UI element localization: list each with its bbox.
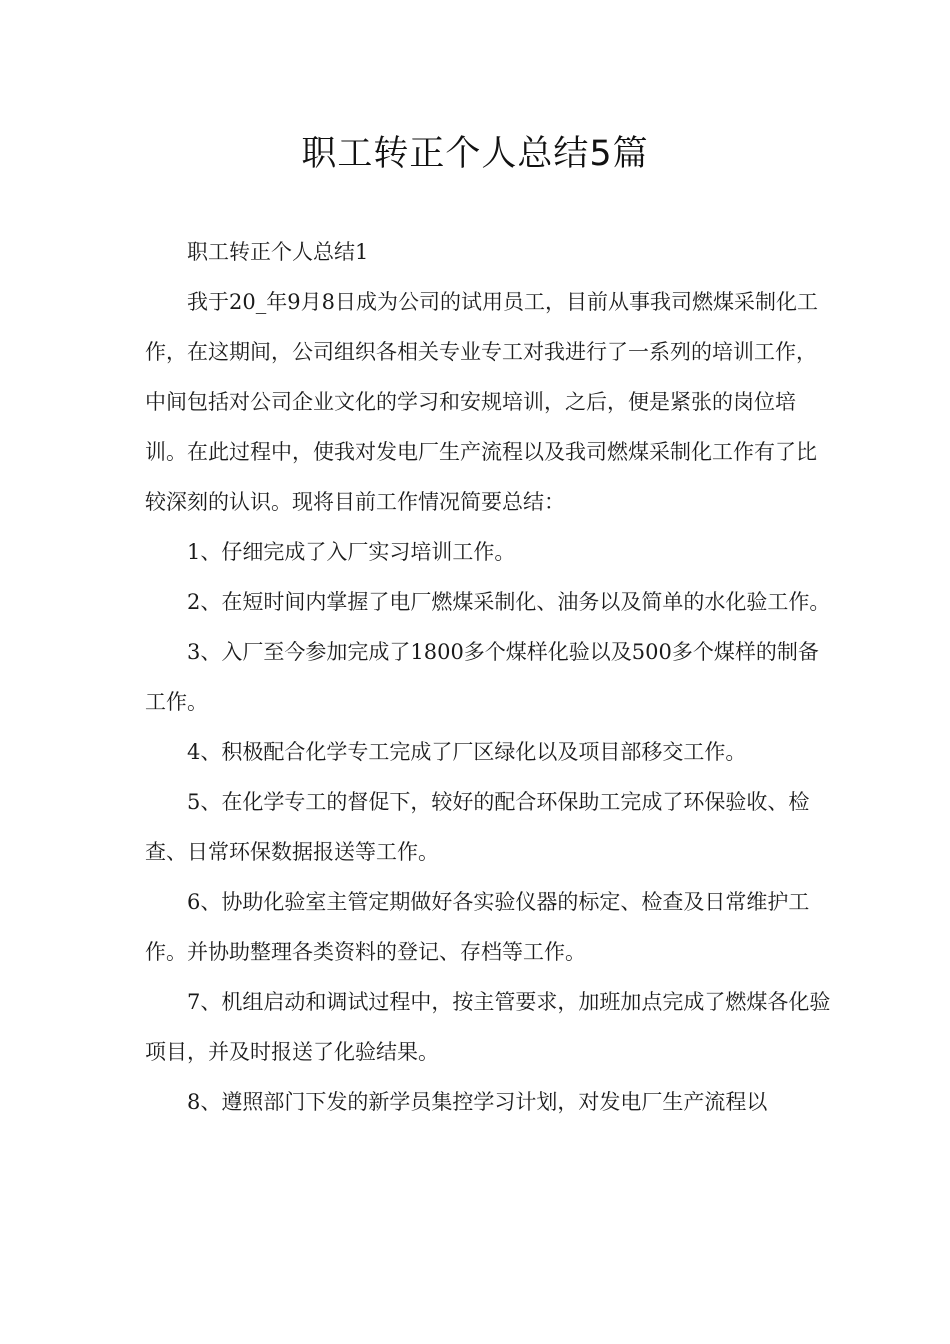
list-item: 8、遵照部门下发的新学员集控学习计划，对发电厂生产流程以: [187, 1090, 768, 1114]
list-item: 3、入厂至今参加完成了1800多个煤样化验以及500多个煤样的制备工作。: [145, 640, 819, 714]
list-item: 5、在化学专工的督促下，较好的配合环保助工完成了环保验收、检查、日常环保数据报送等工作。: [145, 790, 810, 864]
document-body: [145, 227, 835, 1127]
paragraph: 我于20_年9月8日成为公司的试用员工，目前从事我司燃煤采制化工作，在这期间，公司组织各相关专业专工对我进行了一系列的培训工作，中间包括对公司企业文化的学习和安规培训，之后，便是紧张的岗位培训。在此过程中，使我对发电厂生产流程以及我司燃煤采制化工作有了比较深刻的认识。现将目前工作情况简要总结：: [145, 290, 818, 514]
section-heading: 职工转正个人总结1: [187, 240, 369, 264]
list-item: 2、在短时间内掌握了电厂燃煤采制化、油务以及简单的水化验工作。: [187, 590, 831, 614]
list-item: 1、仔细完成了入厂实习培训工作。: [187, 540, 516, 564]
document-title: 职工转正个人总结5篇: [301, 134, 649, 174]
list-item: 6、协助化验室主管定期做好各实验仪器的标定、检查及日常维护工作。并协助整理各类资料的登记、存档等工作。: [145, 890, 810, 964]
list-item: 7、机组启动和调试过程中，按主管要求，加班加点完成了燃煤各化验项目，并及时报送了化验结果。: [145, 990, 831, 1064]
list-item: 4、积极配合化学专工完成了厂区绿化以及项目部移交工作。: [187, 740, 747, 764]
